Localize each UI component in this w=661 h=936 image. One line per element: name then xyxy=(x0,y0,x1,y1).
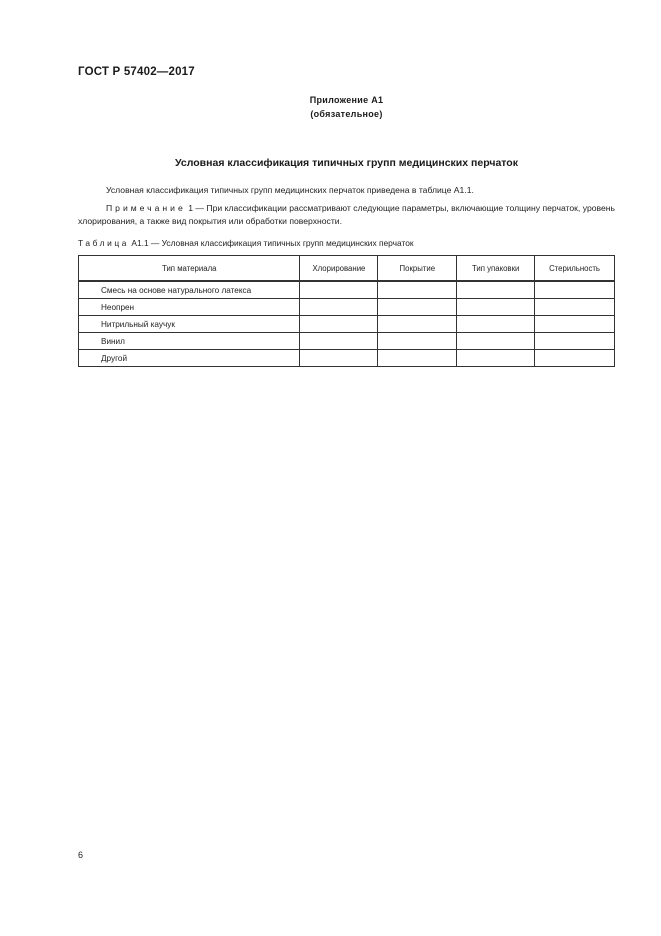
table-row xyxy=(79,299,615,316)
table-cell xyxy=(457,350,535,367)
table-cell-material: Винил xyxy=(79,333,300,350)
table-cell xyxy=(378,281,457,299)
table-cell xyxy=(535,299,615,316)
table-cell xyxy=(378,316,457,333)
table-cell xyxy=(300,299,378,316)
table-cell xyxy=(535,333,615,350)
table-cell xyxy=(300,281,378,299)
column-header-packaging: Тип упаковки xyxy=(457,256,535,282)
table-cell xyxy=(535,316,615,333)
table-cell-material: Нитрильный каучук xyxy=(79,316,300,333)
table-cell xyxy=(457,333,535,350)
table-row xyxy=(79,333,615,350)
page-number: 6 xyxy=(78,850,84,860)
column-header-sterility: Стерильность xyxy=(535,256,615,282)
column-header-chlorination: Хлорирование xyxy=(300,256,378,282)
note-text: 1 — При классификации рассматривают следующие параметры, включающие толщину перчаток, уровень хлорирования, а также вид покрытия или обработки поверхности. xyxy=(78,203,615,226)
appendix-title: Приложение А1 xyxy=(309,95,384,105)
note-paragraph xyxy=(78,202,615,228)
column-header-material: Тип материала xyxy=(79,256,300,282)
table-cell xyxy=(378,299,457,316)
table-cell-material: Неопрен xyxy=(79,299,300,316)
table-cell xyxy=(300,333,378,350)
column-header-coating: Покрытие xyxy=(378,256,457,282)
intro-paragraph: Условная классификация типичных групп медицинских перчаток приведена в таблице А1.1. xyxy=(106,185,474,195)
standard-code: ГОСТ Р 57402—2017 xyxy=(78,66,195,78)
table-cell xyxy=(378,350,457,367)
table-cell xyxy=(535,281,615,299)
table-cell xyxy=(457,316,535,333)
table-caption-text: А1.1 — Условная классификация типичных групп медицинских перчаток xyxy=(129,238,414,248)
table-cell xyxy=(457,299,535,316)
table-cell xyxy=(378,333,457,350)
table-cell-material: Другой xyxy=(79,350,300,367)
table-cell xyxy=(300,350,378,367)
table-row xyxy=(79,316,615,333)
table-caption xyxy=(78,238,414,248)
table-row xyxy=(79,350,615,367)
table-caption-label: Таблица xyxy=(78,238,130,248)
table-cell xyxy=(535,350,615,367)
section-title: Условная классификация типичных групп медицинских перчаток xyxy=(175,157,518,169)
table-header-row xyxy=(79,256,615,282)
table-cell xyxy=(457,281,535,299)
note-label: Примечание xyxy=(106,203,186,213)
table-cell xyxy=(300,316,378,333)
table-cell-material: Смесь на основе натурального латекса xyxy=(79,281,300,299)
appendix-status: (обязательное) xyxy=(310,109,383,119)
table-row xyxy=(79,281,615,299)
classification-table xyxy=(78,255,615,367)
